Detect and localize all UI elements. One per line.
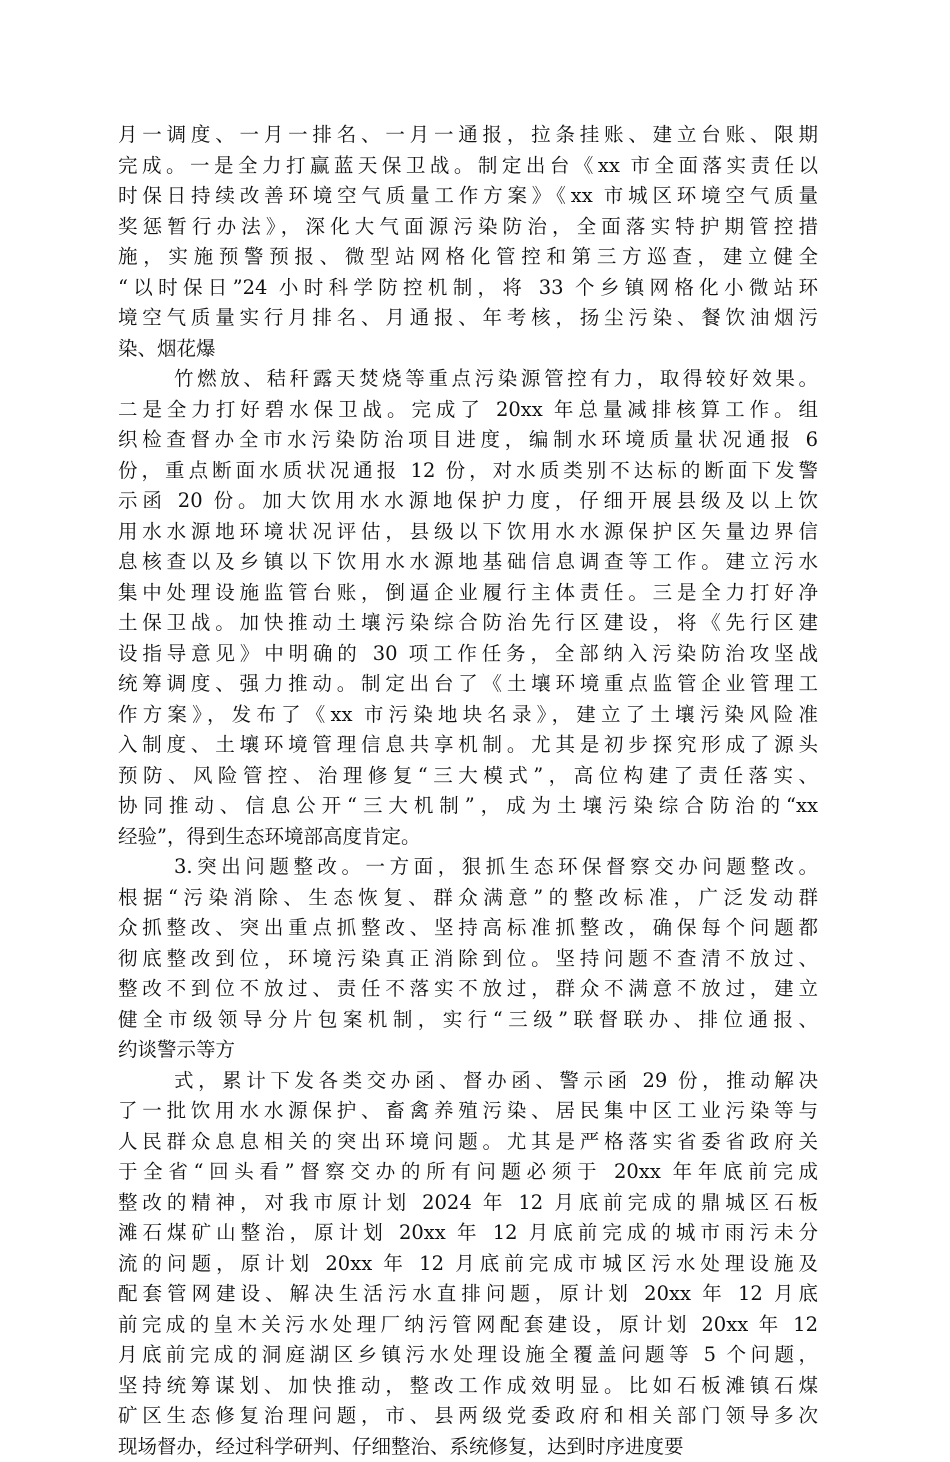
text-line: 式，累计下发各类交办函、督办函、警示函 29 份，推动解决 bbox=[118, 1066, 818, 1097]
text-line: 众抓整改、突出重点抓整改、坚持高标准抓整改，确保每个问题都 bbox=[118, 913, 818, 944]
text-line: 人民群众息息相关的突出环境问题。尤其是严格落实省委省政府关 bbox=[118, 1127, 818, 1158]
text-line: 完成。一是全力打赢蓝天保卫战。制定出台《xx 市全面落实责任以 bbox=[118, 151, 818, 182]
paragraph bbox=[118, 852, 818, 1066]
text-line: 二是全力打好碧水保卫战。完成了 20xx 年总量减排核算工作。组 bbox=[118, 395, 818, 426]
text-line: 矿区生态修复治理问题，市、县两级党委政府和相关部门领导多次 bbox=[118, 1401, 818, 1432]
text-line: 时保日持续改善环境空气质量工作方案》《xx 市城区环境空气质量 bbox=[118, 181, 818, 212]
text-line: 境空气质量实行月排名、月通报、年考核，扬尘污染、餐饮油烟污 bbox=[118, 303, 818, 334]
text-line: 健全市级领导分片包案机制，实行“三级”联督联办、排位通报、 bbox=[118, 1005, 818, 1036]
text-line: 月一调度、一月一排名、一月一通报，拉条挂账、建立台账、限期 bbox=[118, 120, 818, 151]
text-line: 用水水源地环境状况评估，县级以下饮用水水源保护区矢量边界信 bbox=[118, 517, 818, 548]
paragraph bbox=[118, 1066, 818, 1462]
text-line: 于全省“回头看”督察交办的所有问题必须于 20xx 年年底前完成 bbox=[118, 1157, 818, 1188]
text-line: 整改的精神，对我市原计划 2024 年 12 月底前完成的鼎城区石板 bbox=[118, 1188, 818, 1219]
text-line: 现场督办，经过科学研判、仔细整治、系统修复，达到时序进度要 bbox=[118, 1432, 818, 1462]
text-line: 作方案》，发布了《xx 市污染地块名录》，建立了土壤污染风险准 bbox=[118, 700, 818, 731]
text-line: 经验”，得到生态环境部高度肯定。 bbox=[118, 822, 818, 853]
text-line: 协同推动、信息公开“三大机制”，成为土壤污染综合防治的“xx bbox=[118, 791, 818, 822]
text-line: 预防、风险管控、治理修复“三大模式”，高位构建了责任落实、 bbox=[118, 761, 818, 792]
text-line: 统筹调度、强力推动。制定出台了《土壤环境重点监管企业管理工 bbox=[118, 669, 818, 700]
text-line: 配套管网建设、解决生活污水直排问题，原计划 20xx 年 12 月底 bbox=[118, 1279, 818, 1310]
text-line: 约谈警示等方 bbox=[118, 1035, 818, 1066]
text-line: 份，重点断面水质状况通报 12 份，对水质类别不达标的断面下发警 bbox=[118, 456, 818, 487]
text-line: 根据“污染消除、生态恢复、群众满意”的整改标准，广泛发动群 bbox=[118, 883, 818, 914]
text-line: 整改不到位不放过、责任不落实不放过，群众不满意不放过，建立 bbox=[118, 974, 818, 1005]
text-line: 息核查以及乡镇以下饮用水水源地基础信息调查等工作。建立污水 bbox=[118, 547, 818, 578]
text-line: 示函 20 份。加大饮用水水源地保护力度，仔细开展县级及以上饮 bbox=[118, 486, 818, 517]
text-line: 集中处理设施监管台账，倒逼企业履行主体责任。三是全力打好净 bbox=[118, 578, 818, 609]
text-line: 3.突出问题整改。一方面，狠抓生态环保督察交办问题整改。 bbox=[118, 852, 818, 883]
document-page bbox=[118, 120, 818, 1462]
paragraph bbox=[118, 364, 818, 852]
text-line: 设指导意见》中明确的 30 项工作任务，全部纳入污染防治攻坚战 bbox=[118, 639, 818, 670]
paragraph bbox=[118, 120, 818, 364]
text-line: 了一批饮用水水源保护、畜禽养殖污染、居民集中区工业污染等与 bbox=[118, 1096, 818, 1127]
text-line: 竹燃放、秸秆露天焚烧等重点污染源管控有力，取得较好效果。 bbox=[118, 364, 818, 395]
text-line: 奖惩暂行办法》，深化大气面源污染防治，全面落实特护期管控措 bbox=[118, 212, 818, 243]
text-line: 滩石煤矿山整治，原计划 20xx 年 12 月底前完成的城市雨污未分 bbox=[118, 1218, 818, 1249]
text-line: 坚持统筹谋划、加快推动，整改工作成效明显。比如石板滩镇石煤 bbox=[118, 1371, 818, 1402]
text-line: 织检查督办全市水污染防治项目进度，编制水环境质量状况通报 6 bbox=[118, 425, 818, 456]
text-line: 施，实施预警预报、微型站网格化管控和第三方巡查，建立健全 bbox=[118, 242, 818, 273]
text-line: 土保卫战。加快推动土壤污染综合防治先行区建设，将《先行区建 bbox=[118, 608, 818, 639]
text-line: 染、烟花爆 bbox=[118, 334, 818, 365]
text-line: 前完成的皇木关污水处理厂纳污管网配套建设，原计划 20xx 年 12 bbox=[118, 1310, 818, 1341]
text-line: 流的问题，原计划 20xx 年 12 月底前完成市城区污水处理设施及 bbox=[118, 1249, 818, 1280]
text-line: 彻底整改到位，环境污染真正消除到位。坚持问题不查清不放过、 bbox=[118, 944, 818, 975]
text-line: “以时保日”24 小时科学防控机制，将 33 个乡镇网格化小微站环 bbox=[118, 273, 818, 304]
text-line: 月底前完成的洞庭湖区乡镇污水处理设施全覆盖问题等 5 个问题， bbox=[118, 1340, 818, 1371]
text-line: 入制度、土壤环境管理信息共享机制。尤其是初步探究形成了源头 bbox=[118, 730, 818, 761]
